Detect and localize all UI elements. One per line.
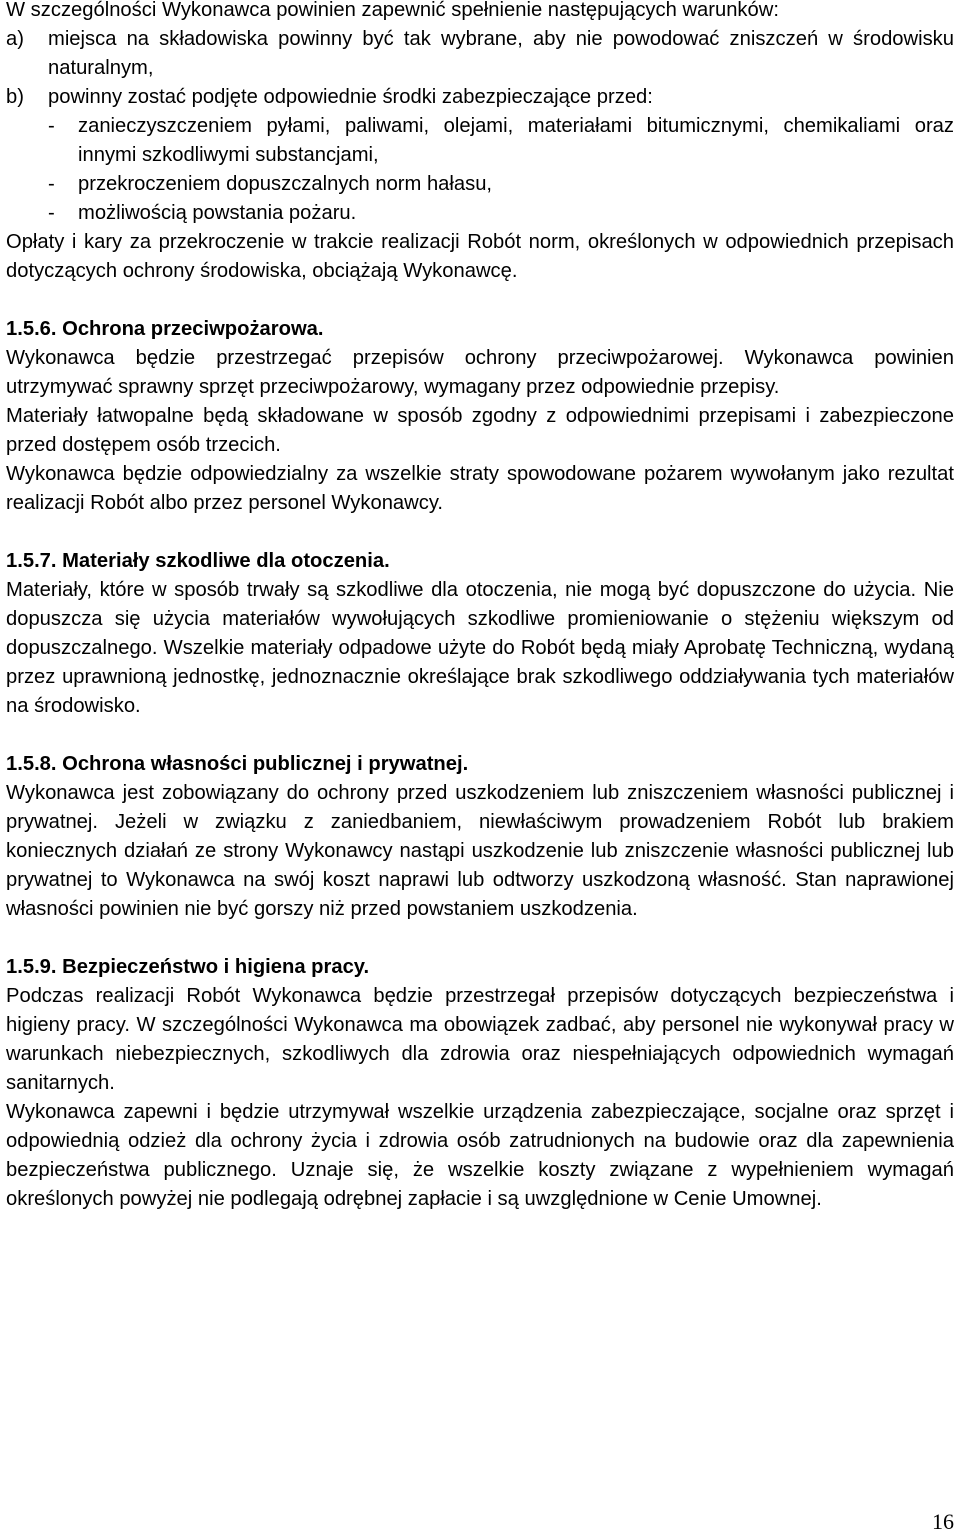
dash-item — [6, 199, 954, 228]
spacer — [6, 924, 954, 953]
intro-lead: W szczególności Wykonawca powinien zapewnić spełnienie następujących warunków: — [6, 0, 779, 21]
dash-item — [6, 112, 954, 170]
dash-mark: - — [48, 202, 55, 224]
list-label: b) — [6, 86, 24, 108]
paragraph: Materiały łatwopalne będą składowane w sposób zgodny z odpowiednimi przepisami i zabezpieczone przed dostępem osób trzecich. — [6, 405, 954, 456]
list-label: a) — [6, 28, 24, 50]
paragraph: Wykonawca jest zobowiązany do ochrony przed uszkodzeniem lub zniszczeniem własności publicznej i prywatnej. Jeżeli w związku z zaniedbaniem, niewłaściwym prowadzeniem Robót lub brakiem koniecznych działań ze strony Wykonawcy nastąpi uszkodzenie lub zniszczenie własności publicznej lub prywatnej to Wykonawca na swój koszt naprawi lub odtworzy uszkodzoną własność. Stan naprawionej własności powinien nie być gorszy niż przed powstaniem uszkodzenia. — [6, 782, 954, 920]
dash-mark: - — [48, 173, 55, 195]
paragraph: Podczas realizacji Robót Wykonawca będzie przestrzegał przepisów dotyczących bezpieczeństwa i higieny pracy. W szczególności Wykonawca ma obowiązek zadbać, aby personel nie wykonywał pracy w warunkach niebezpiecznych, szkodliwych dla zdrowia oraz niespełniających odpowiednich wymagań sanitarnych. — [6, 985, 954, 1094]
spacer — [6, 286, 954, 315]
paragraph: Wykonawca zapewni i będzie utrzymywał wszelkie urządzenia zabezpieczające, socjalne oraz sprzęt i odpowiednią odzież dla ochrony życia i zdrowia osób zatrudnionych na budowie oraz dla zapewnienia bezpieczeństwa publicznego. Uznaje się, że wszelkie koszty związane z wypełnieniem wymagań określonych powyżej nie podlegają odrębnej zapłacie i są uwzględnione w Cenie Umownej. — [6, 1101, 954, 1210]
document-page — [6, 0, 954, 1214]
list-item-b — [6, 83, 954, 112]
list-item-a — [6, 25, 954, 83]
paragraph: Wykonawca będzie przestrzegać przepisów ochrony przeciwpożarowej. Wykonawca powinien utrzymywać sprawny sprzęt przeciwpożarowy, wymagany przez odpowiednie przepisy. — [6, 347, 954, 398]
paragraph: Wykonawca będzie odpowiedzialny za wszelkie straty spowodowane pożarem wywołanym jako rezultat realizacji Robót albo przez personel Wykonawcy. — [6, 463, 954, 514]
dash-text: zanieczyszczeniem pyłami, paliwami, olejami, materiałami bitumicznymi, chemikaliami oraz innymi szkodliwymi substancjami, — [78, 115, 954, 166]
section-heading-1-5-8: 1.5.8. Ochrona własności publicznej i prywatnej. — [6, 753, 469, 775]
paragraph: Materiały, które w sposób trwały są szkodliwe dla otoczenia, nie mogą być dopuszczone do użycia. Nie dopuszcza się użycia materiałów wywołujących szkodliwe promieniowanie o stężeniu większym od dopuszczalnego. Wszelkie materiały odpadowe użyte do Robót będą miały Aprobatę Techniczną, wydaną przez uprawnioną jednostkę, jednoznacznie określające brak szkodliwego oddziaływania tych materiałów na środowisko. — [6, 579, 954, 717]
section-heading-1-5-6: 1.5.6. Ochrona przeciwpożarowa. — [6, 318, 324, 340]
page-number: 16 — [932, 1509, 954, 1534]
dash-text: przekroczeniem dopuszczalnych norm hałasu, — [78, 173, 493, 195]
section-heading-1-5-7: 1.5.7. Materiały szkodliwe dla otoczenia. — [6, 550, 390, 572]
dash-text: możliwością powstania pożaru. — [78, 202, 357, 224]
list-text: miejsca na składowiska powinny być tak wybrane, aby nie powodować zniszczeń w środowisku naturalnym, — [48, 28, 954, 79]
fees-paragraph: Opłaty i kary za przekroczenie w trakcie realizacji Robót norm, określonych w odpowiednich przepisach dotyczących ochrony środowiska, obciążają Wykonawcę. — [6, 231, 954, 282]
spacer — [6, 721, 954, 750]
spacer — [6, 518, 954, 547]
section-heading-1-5-9: 1.5.9. Bezpieczeństwo i higiena pracy. — [6, 956, 370, 978]
dash-mark: - — [48, 115, 55, 137]
list-text: powinny zostać podjęte odpowiednie środki zabezpieczające przed: — [48, 86, 653, 108]
dash-item — [6, 170, 954, 199]
